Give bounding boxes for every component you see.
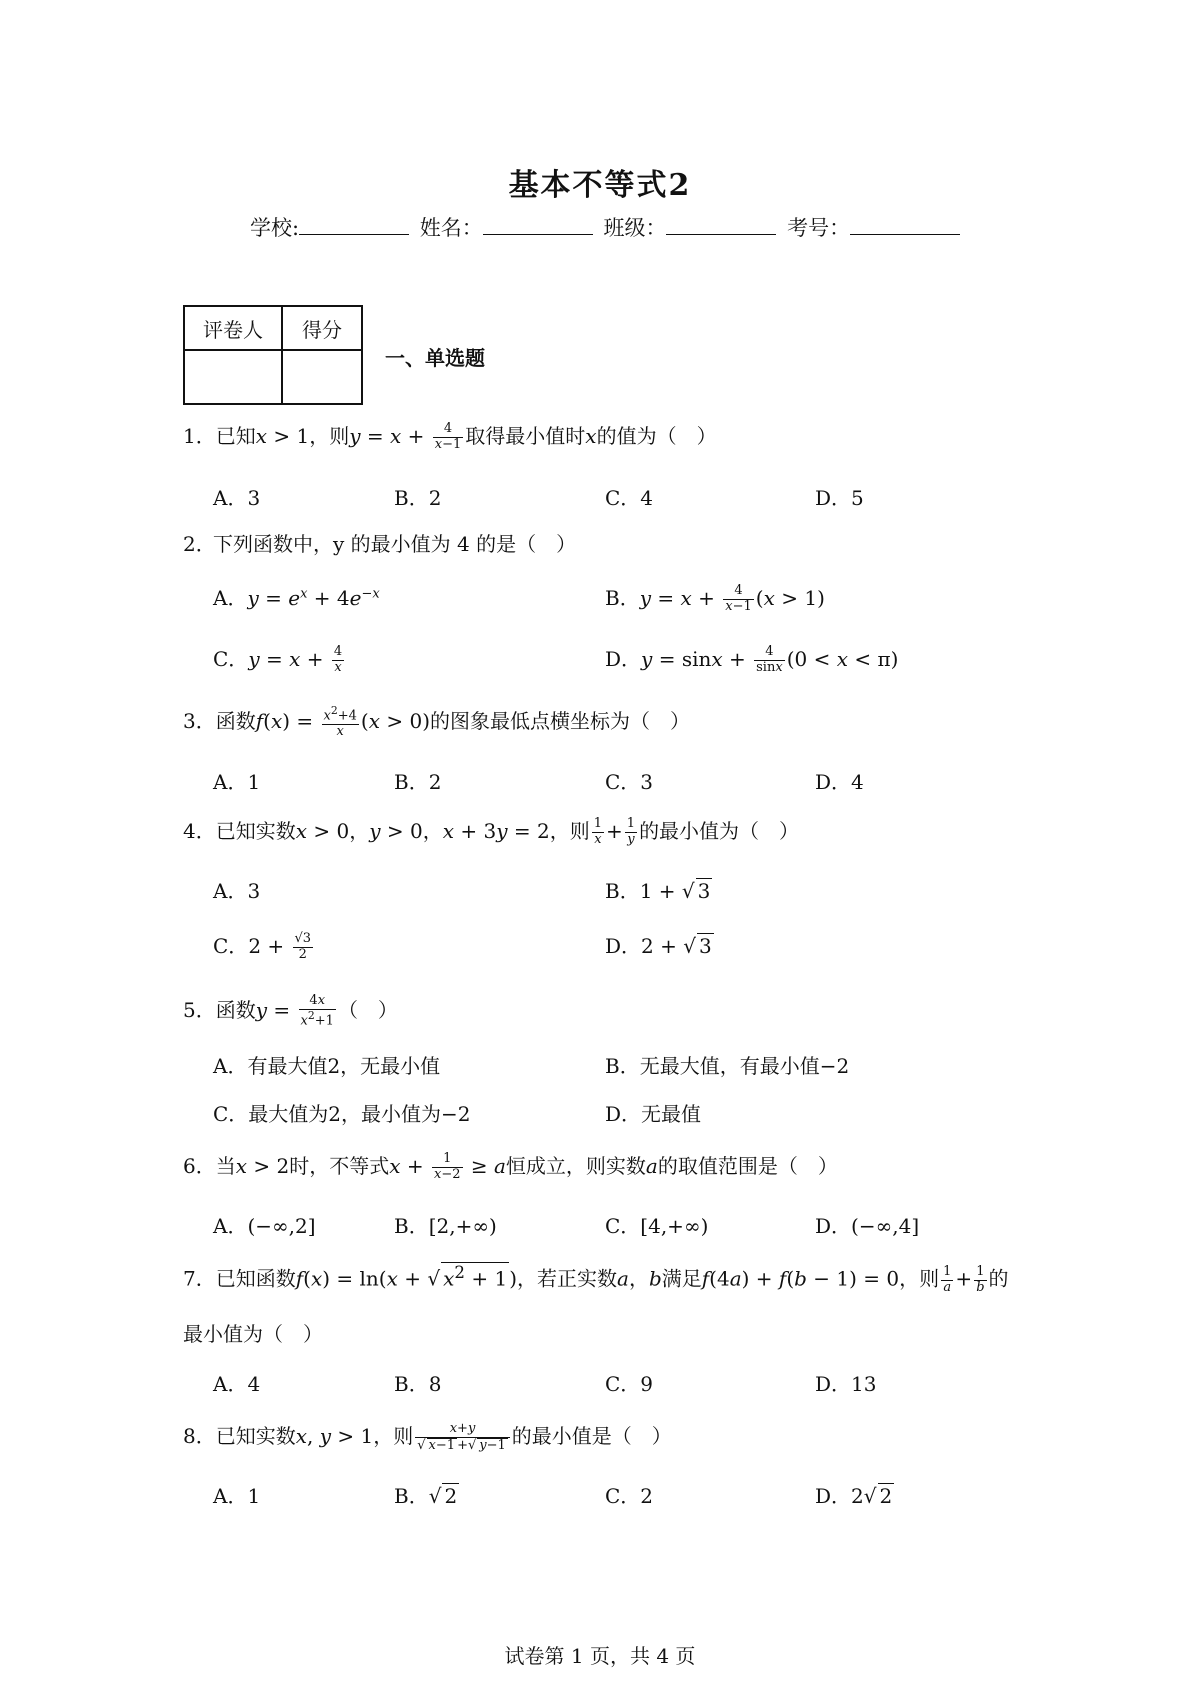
option-a[interactable]: A．1 [213,770,261,794]
option-d[interactable]: D．2√ 2 [815,1484,893,1508]
option-b[interactable]: B．无最大值，有最小值−2 [605,1054,850,1078]
option-a[interactable]: A．有最大值2，无最小值 [213,1054,441,1078]
question-1: 1．已知x > 1，则y = x + $\frac{4}{x-1}$ 取得最小值时x的值为（ ） [183,421,717,452]
option-label: C． [213,647,249,671]
class-label: 班级： [603,216,667,240]
fraction: $\frac{x^2+4}{x}$ [323,704,357,740]
fraction: $\frac{4x}{x^2+1}$ [300,993,334,1029]
question-text: 已知函数 [215,1266,296,1291]
option-b[interactable]: B．y = x + $\frac{4}{x-1}$ (x > 1) [605,583,825,614]
option-d[interactable]: D．2 + √ 3 [605,934,712,958]
option-d[interactable]: D．无最值 [605,1102,702,1126]
question-text: 满足 [661,1266,702,1291]
option-c[interactable]: C．9 [605,1372,654,1396]
option-d[interactable]: D．y = sinx + $\frac{4}{\sin x}$ (0 < x < π) [605,644,899,675]
exam-number-blank[interactable] [850,214,960,235]
question-text: 的最小值为（ ） [639,819,800,843]
question-number: 3． [183,709,216,734]
option-d[interactable]: D．(−∞,4] [815,1214,920,1238]
option-label: B． [394,1484,429,1508]
question-text: 已知 [215,424,256,448]
question-text: 的最小值是（ ） [511,1424,672,1448]
question-8: 8．已知实数x, y > 1，则 $\frac{x+y}{√ x-1 +√ y-1}$ 的最小值是（ ） [183,1420,672,1453]
option-c[interactable]: C．4 [605,486,654,510]
option-c[interactable]: C．2 + $\frac{√3}{2}$ [213,931,312,962]
option-a[interactable]: A．4 [213,1372,261,1396]
question-text: （ ） [337,998,398,1023]
question-text: ，则 [899,1266,940,1291]
question-number: 5． [183,998,216,1023]
option-a[interactable]: A．(−∞,2] [213,1214,316,1238]
score-cell[interactable] [282,350,362,404]
page-footer: 试卷第 1 页，共 4 页 [504,1644,696,1668]
fraction: $\frac{4}{x-1}$ [434,421,462,452]
class-blank[interactable] [666,214,776,235]
question-4: 4．已知实数x > 0，y > 0，x + 3y = 2，则 $\frac{1}{x}$ + $\frac{1}{y}$ 的最小值为（ ） [183,816,800,847]
question-number: 4． [183,819,216,843]
question-text: 的图象最低点横坐标为（ ） [430,709,691,734]
question-number: 1． [183,424,216,448]
option-b[interactable]: B．2 [394,486,442,510]
option-label: D． [605,934,642,958]
option-a[interactable]: A．3 [213,486,261,510]
option-c[interactable]: C．3 [605,770,654,794]
question-text: 函数 [215,709,256,734]
option-b[interactable]: B．8 [394,1372,442,1396]
option-c[interactable]: C．2 [605,1484,654,1508]
student-info-line [250,212,964,242]
math-expression: x [255,424,268,448]
question-text: ，则 [373,1424,414,1448]
option-a[interactable]: A．3 [213,879,261,903]
option-label: A． [213,586,248,610]
school-blank[interactable] [299,214,409,235]
question-text: 已知实数 [215,819,296,843]
question-3: 3．函数f(x) = $\frac{x^2+4}{x}$ (x > 0)的图象最低点横坐标为（ ） [183,704,691,740]
question-2: 2． [183,532,216,556]
option-label: C． [213,934,249,958]
option-b[interactable]: B．1 + √ 3 [605,879,711,903]
question-text: 取得最小值时 [465,424,586,448]
grader-cell[interactable] [184,350,282,404]
question-text: 恒成立，则实数 [505,1154,646,1178]
school-label: 学校: [250,216,300,240]
option-d[interactable]: D．13 [815,1372,877,1396]
option-c[interactable]: C．y = x + $\frac{4}{x}$ [213,644,343,675]
question-text: 的值为（ ） [596,424,717,448]
option-label: D． [815,1484,852,1508]
option-d[interactable]: D．4 [815,770,864,794]
question-text: 时，不等式 [289,1154,390,1178]
option-c[interactable]: C．[4,+∞) [605,1214,709,1238]
question-number: 8． [183,1424,216,1448]
question-7: 7．已知函数f(x) = ln(x + √ $x^2 + 1$ )，若正实数a，b满足f(4a) + f(b − 1) = 0，则 $\frac{1}{a}$ + $\frac{1}{b}$ 的 [183,1263,1009,1295]
question-text: 下列函数中，y 的最小值为 4 的是（ ） [213,532,577,556]
math-expression: y [349,424,361,448]
question-text: 最小值为（ ） [183,1322,323,1346]
question-5: 5．函数y = $\frac{4x}{x^2+1}$ （ ） [183,993,398,1029]
score-header: 得分 [282,306,362,350]
grader-table [183,305,363,405]
question-6: 6．当x > 2时，不等式x + $\frac{1}{x-2}$ ≥ a恒成立，则实数a的取值范围是（ ） [183,1151,838,1182]
question-text: 已知实数 [215,1424,296,1448]
question-text: 当 [215,1154,236,1178]
name-label: 姓名： [419,216,483,240]
question-text: ，若正实数 [517,1266,617,1291]
question-text: 的 [988,1266,1009,1291]
page-title: 基本不等式2 [508,168,692,203]
question-text: 的取值范围是（ ） [657,1154,838,1178]
option-a[interactable]: A．$y = e^x + 4e^{-x}$ [213,586,380,610]
name-blank[interactable] [483,214,593,235]
option-label: B． [605,586,640,610]
question-number: 7． [183,1266,216,1291]
section-title: 一、单选题 [385,346,485,370]
option-a[interactable]: A．1 [213,1484,261,1508]
question-text: 函数 [215,998,256,1023]
option-d[interactable]: D．5 [815,486,864,510]
exam-number-label: 考号： [787,216,851,240]
option-b[interactable]: B．√ 2 [394,1484,458,1508]
question-number: 6． [183,1154,216,1178]
grader-header: 评卷人 [184,306,282,350]
option-label: B． [605,879,640,903]
option-b[interactable]: B．2 [394,770,442,794]
fraction: $\frac{x+y}{√ x-1 +√ y-1}$ [415,1422,510,1454]
option-b[interactable]: B．[2,+∞) [394,1214,497,1238]
option-label: D． [605,647,642,671]
option-c[interactable]: C．最大值为2，最小值为−2 [213,1102,471,1126]
